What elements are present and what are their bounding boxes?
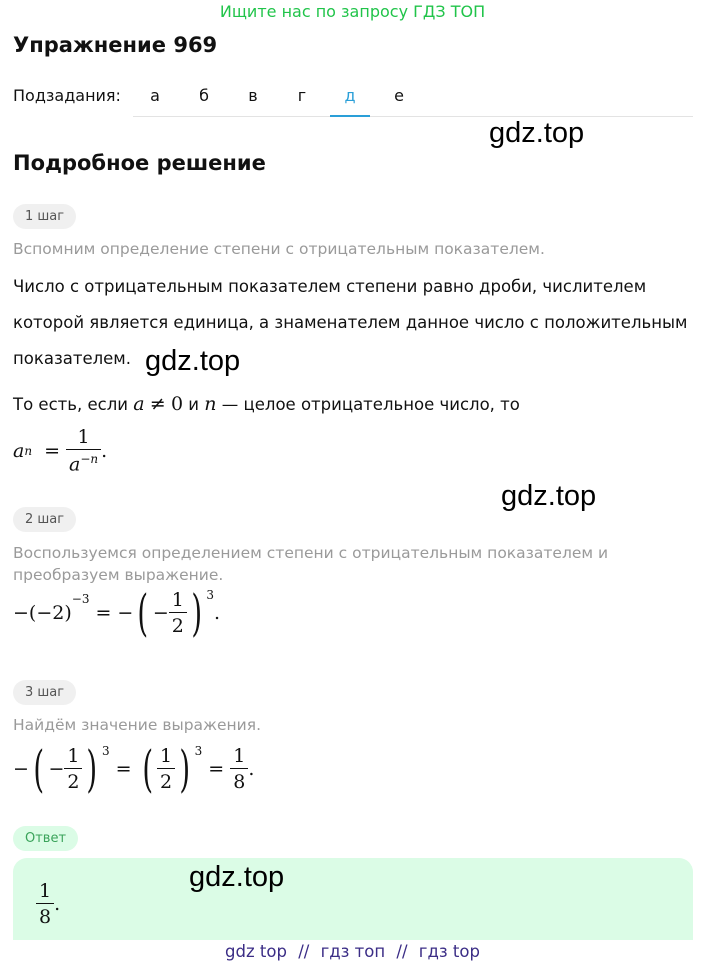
watermark: gdz.top — [189, 861, 285, 893]
step-2-formula: −(−2) $^{-3}$ = − ( − $\frac{1}{2}$ ) $^3$ . — [13, 584, 221, 642]
step-1-formula: a n = $\frac{1}{a^{-n}}$ . — [13, 426, 108, 476]
footer-links — [0, 942, 705, 961]
footer-link-gdz-top-mixed[interactable]: гдз top — [418, 942, 480, 961]
footer-link-gdz-top[interactable]: gdz top — [225, 942, 287, 961]
step-1-line-3: показателем. — [13, 349, 131, 368]
footer-separator: // — [396, 942, 408, 961]
step-1-condition: То есть, если a ≠ 0 и n — целое отрицательное число, то — [13, 393, 520, 415]
watermark: gdz.top — [489, 117, 585, 149]
subtasks-tabs — [133, 80, 693, 117]
step-1-badge: 1 шаг — [13, 204, 76, 229]
step-2-badge: 2 шаг — [13, 507, 76, 532]
step-1-line-2: которой является единица, а знаменателем данное число с положительным — [13, 313, 688, 332]
subtask-tab-b[interactable]: б — [199, 86, 209, 105]
watermark: gdz.top — [145, 345, 241, 377]
footer-separator: // — [298, 942, 310, 961]
watermark: gdz.top — [501, 480, 597, 512]
subtask-tab-v[interactable]: в — [248, 86, 258, 105]
answer-badge: Ответ — [13, 826, 78, 851]
subtasks-label: Подзадания: — [13, 86, 121, 105]
section-title: Подробное решение — [13, 151, 266, 175]
subtask-tab-d[interactable]: д — [330, 80, 370, 117]
answer-box — [13, 858, 693, 940]
step-3-badge: 3 шаг — [13, 680, 76, 705]
search-banner: Ищите нас по запросу ГДЗ ТОП — [219, 2, 486, 21]
step-3-hint: Найдём значение выражения. — [13, 716, 262, 734]
footer-link-gdz-top-ru[interactable]: гдз топ — [320, 942, 386, 961]
subtask-tab-e[interactable]: е — [394, 86, 404, 105]
step-1-line-1: Число с отрицательным показателем степени равно дроби, числителем — [13, 277, 647, 296]
page-title: Упражнение 969 — [13, 33, 218, 57]
step-1-hint: Вспомним определение степени с отрицательным показателем. — [13, 240, 545, 258]
answer-value: $\frac{1}{8}$ . — [36, 880, 60, 928]
step-3-formula: − ( − $\frac{1}{2}$ ) $^3$ = ( $\frac{1}{2}$ ) $^3$ = $\frac{1}{8}$ . — [13, 740, 255, 798]
step-2-hint: Воспользуемся определением степени с отрицательным показателем и преобразуем выражение. — [13, 544, 609, 584]
subtask-tab-g[interactable]: г — [297, 86, 307, 105]
subtask-tab-a[interactable]: а — [150, 86, 160, 105]
